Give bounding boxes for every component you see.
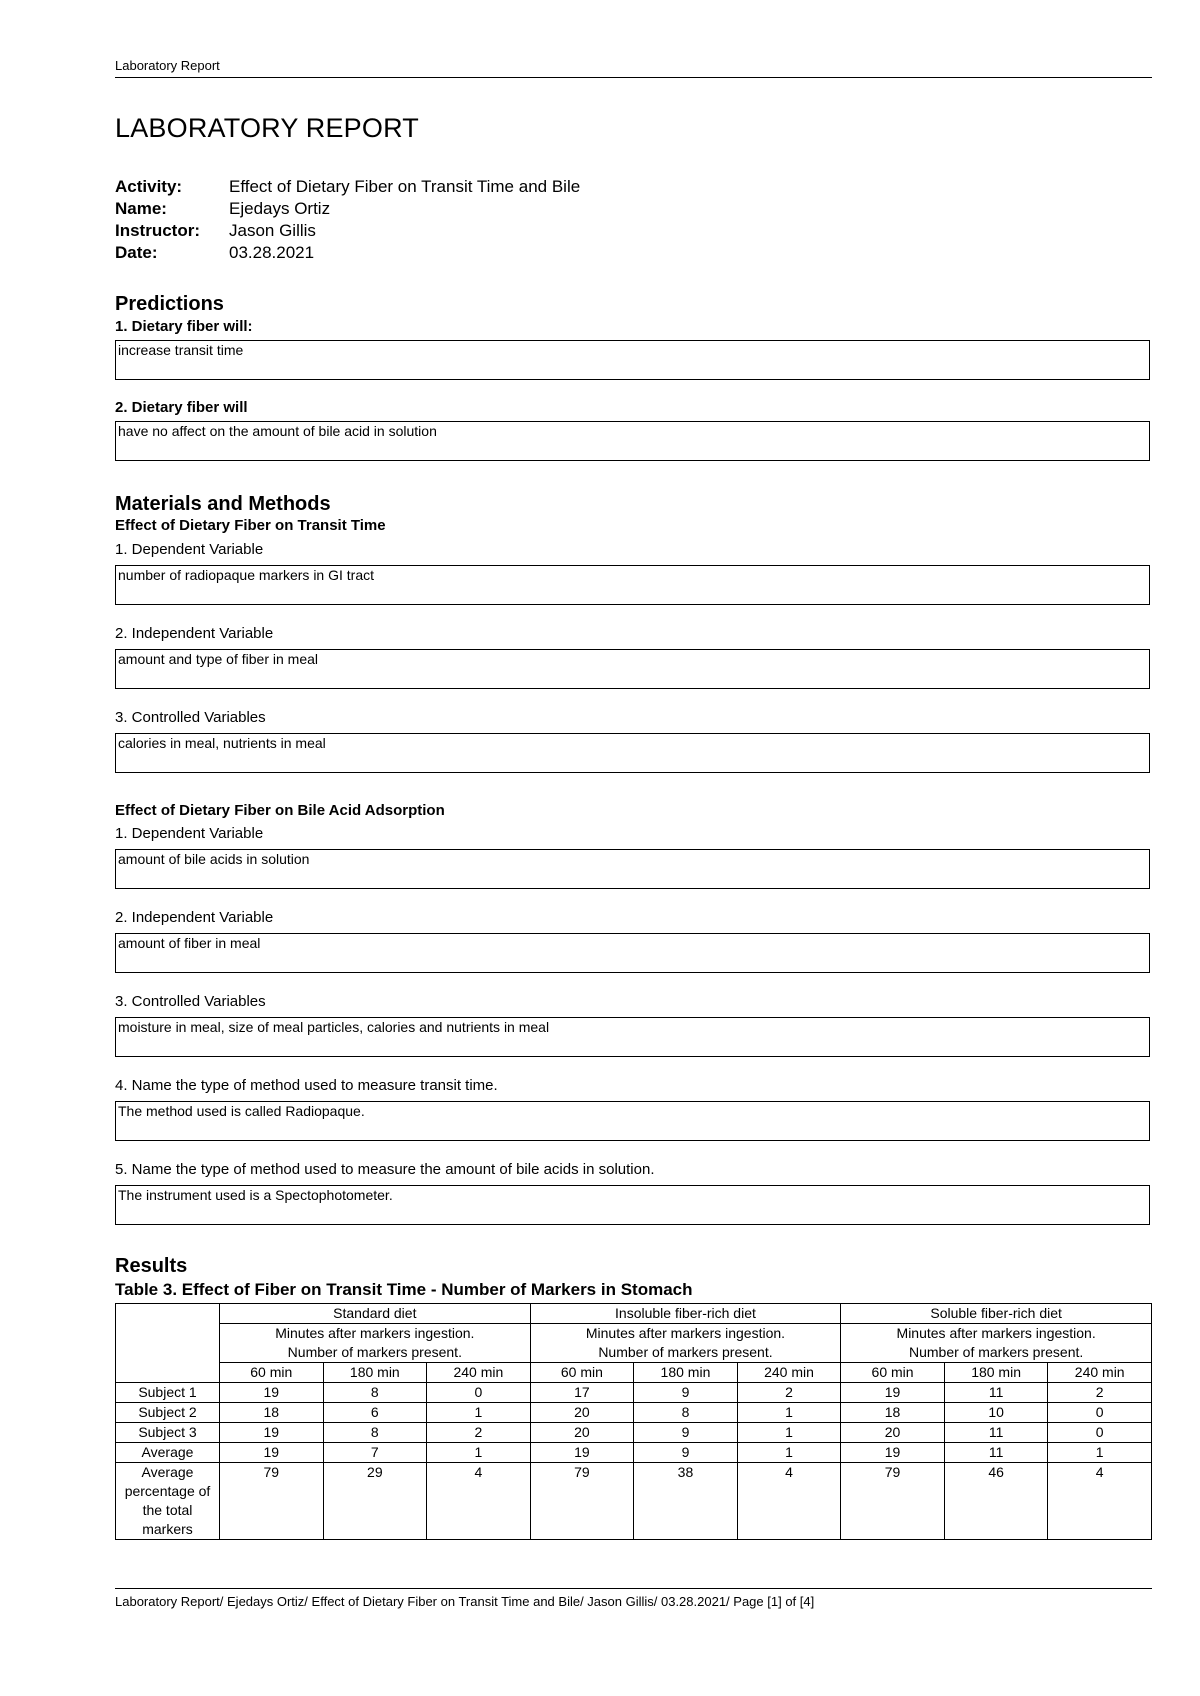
table-cell: 19 (220, 1423, 324, 1443)
table-cell: 4 (737, 1463, 841, 1540)
table-cell: 4 (1048, 1463, 1152, 1540)
results-heading: Results (115, 1255, 188, 1277)
table-corner-cell (116, 1304, 220, 1383)
table-cell: 8 (634, 1403, 738, 1423)
time-header: 180 min (944, 1363, 1048, 1383)
header-divider (115, 77, 1152, 78)
table-cell: 17 (530, 1383, 634, 1403)
subheader-line: Minutes after markers ingestion. (275, 1325, 475, 1341)
transit-controlled-label: 3. Controlled Variables (115, 709, 266, 726)
method-bile-question: 5. Name the type of method used to measure the amount of bile acids in solution. (115, 1161, 655, 1178)
table-cell: 1 (427, 1443, 531, 1463)
row-label: Subject 1 (116, 1383, 220, 1403)
subheader-line: Number of markers present. (287, 1344, 462, 1360)
report-meta (115, 176, 580, 264)
subheader-standard (220, 1324, 531, 1363)
table-cell: 79 (530, 1463, 634, 1540)
table-cell: 10 (944, 1403, 1048, 1423)
table-cell: 6 (323, 1403, 427, 1423)
results-table-title: Table 3. Effect of Fiber on Transit Time - Number of Markers in Stomach (115, 1280, 693, 1299)
table-cell: 11 (944, 1383, 1048, 1403)
table-cell: 0 (1048, 1423, 1152, 1443)
prediction-2-answer: have no affect on the amount of bile acid in solution (115, 421, 1150, 461)
row-label: Subject 2 (116, 1403, 220, 1423)
running-header: Laboratory Report (115, 58, 220, 73)
table-row (116, 1423, 1152, 1443)
transit-dependent-answer: number of radiopaque markers in GI tract (115, 565, 1150, 605)
time-header: 60 min (220, 1363, 324, 1383)
table-cell: 18 (841, 1403, 945, 1423)
row-label: Average percentage of the total markers (116, 1463, 220, 1540)
bile-independent-answer: amount of fiber in meal (115, 933, 1150, 973)
diet-header-soluble: Soluble fiber-rich diet (841, 1304, 1152, 1324)
table-cell: 1 (427, 1403, 531, 1423)
activity-label: Activity: (115, 177, 183, 196)
methods-heading: Materials and Methods (115, 493, 331, 515)
time-header: 240 min (737, 1363, 841, 1383)
name-label: Name: (115, 199, 167, 218)
table-cell: 0 (427, 1383, 531, 1403)
table-cell: 19 (530, 1443, 634, 1463)
transit-independent-answer: amount and type of fiber in meal (115, 649, 1150, 689)
table-cell: 2 (1048, 1383, 1152, 1403)
transit-independent-label: 2. Independent Variable (115, 625, 274, 642)
time-header: 240 min (427, 1363, 531, 1383)
table-cell: 0 (1048, 1403, 1152, 1423)
table-cell: 9 (634, 1383, 738, 1403)
table-row (116, 1443, 1152, 1463)
name-value: Ejedays Ortiz (229, 199, 331, 218)
table-cell: 8 (323, 1383, 427, 1403)
prediction-1-label: 1. Dietary fiber will: (115, 318, 253, 335)
table-cell: 20 (841, 1423, 945, 1443)
time-header: 60 min (530, 1363, 634, 1383)
row-label: Subject 3 (116, 1423, 220, 1443)
table-cell: 4 (427, 1463, 531, 1540)
meta-date-row (115, 242, 580, 264)
method-transit-answer: The method used is called Radiopaque. (115, 1101, 1150, 1141)
table-cell: 11 (944, 1443, 1048, 1463)
page-footer: Laboratory Report/ Ejedays Ortiz/ Effect of Dietary Fiber on Transit Time and Bile/ Jason Gillis/ 03.28.2021/ Page [1] of [4] (115, 1594, 815, 1609)
results-body (116, 1383, 1152, 1540)
table-cell: 29 (323, 1463, 427, 1540)
table-cell: 2 (427, 1423, 531, 1443)
table-cell: 46 (944, 1463, 1048, 1540)
time-header: 180 min (634, 1363, 738, 1383)
diet-header-insoluble: Insoluble fiber-rich diet (530, 1304, 841, 1324)
table-cell: 9 (634, 1443, 738, 1463)
subheader-line: Minutes after markers ingestion. (896, 1325, 1096, 1341)
bile-subheading: Effect of Dietary Fiber on Bile Acid Adsorption (115, 802, 445, 819)
table-cell: 19 (841, 1383, 945, 1403)
table-cell: 79 (220, 1463, 324, 1540)
table-row (116, 1403, 1152, 1423)
table-subheader-row (116, 1324, 1152, 1363)
footer-divider (115, 1588, 1152, 1589)
subheader-line: Minutes after markers ingestion. (585, 1325, 786, 1341)
predictions-heading: Predictions (115, 293, 224, 315)
transit-dependent-label: 1. Dependent Variable (115, 541, 264, 558)
table-cell: 2 (737, 1383, 841, 1403)
page-title: LABORATORY REPORT (115, 113, 419, 143)
meta-name-row (115, 198, 580, 220)
meta-activity-row (115, 176, 580, 198)
table-time-row (116, 1363, 1152, 1383)
bile-independent-label: 2. Independent Variable (115, 909, 274, 926)
table-cell: 8 (323, 1423, 427, 1443)
subheader-insoluble (530, 1324, 841, 1363)
time-header: 60 min (841, 1363, 945, 1383)
meta-instructor-row (115, 220, 580, 242)
bile-dependent-answer: amount of bile acids in solution (115, 849, 1150, 889)
prediction-1-answer: increase transit time (115, 340, 1150, 380)
table-cell: 79 (841, 1463, 945, 1540)
row-label: Average (116, 1443, 220, 1463)
transit-subheading: Effect of Dietary Fiber on Transit Time (115, 517, 386, 534)
time-header: 180 min (323, 1363, 427, 1383)
table-cell: 19 (220, 1443, 324, 1463)
results-table (115, 1303, 1152, 1540)
table-cell: 11 (944, 1423, 1048, 1443)
table-cell: 20 (530, 1403, 634, 1423)
method-transit-question: 4. Name the type of method used to measure transit time. (115, 1077, 498, 1094)
table-cell: 1 (1048, 1443, 1152, 1463)
time-header: 240 min (1048, 1363, 1152, 1383)
prediction-2-label: 2. Dietary fiber will (115, 399, 248, 416)
activity-value: Effect of Dietary Fiber on Transit Time and Bile (229, 177, 581, 196)
subheader-soluble (841, 1324, 1152, 1363)
table-cell: 7 (323, 1443, 427, 1463)
subheader-line: Number of markers present. (908, 1344, 1084, 1360)
instructor-label: Instructor: (115, 221, 200, 240)
method-bile-answer: The instrument used is a Spectophotometer. (115, 1185, 1150, 1225)
date-label: Date: (115, 243, 158, 262)
diet-header-standard: Standard diet (220, 1304, 531, 1324)
table-cell: 38 (634, 1463, 738, 1540)
table-cell: 1 (737, 1423, 841, 1443)
table-row (116, 1463, 1152, 1540)
table-cell: 9 (634, 1423, 738, 1443)
date-value: 03.28.2021 (229, 243, 315, 262)
table-cell: 20 (530, 1423, 634, 1443)
transit-controlled-answer: calories in meal, nutrients in meal (115, 733, 1150, 773)
subheader-line: Number of markers present. (598, 1344, 773, 1360)
table-cell: 18 (220, 1403, 324, 1423)
table-header-row (116, 1304, 1152, 1324)
table-cell: 1 (737, 1403, 841, 1423)
table-cell: 1 (737, 1443, 841, 1463)
bile-dependent-label: 1. Dependent Variable (115, 825, 264, 842)
table-row (116, 1383, 1152, 1403)
instructor-value: Jason Gillis (229, 221, 316, 240)
bile-controlled-label: 3. Controlled Variables (115, 993, 266, 1010)
bile-controlled-answer: moisture in meal, size of meal particles, calories and nutrients in meal (115, 1017, 1150, 1057)
table-cell: 19 (220, 1383, 324, 1403)
table-cell: 19 (841, 1443, 945, 1463)
